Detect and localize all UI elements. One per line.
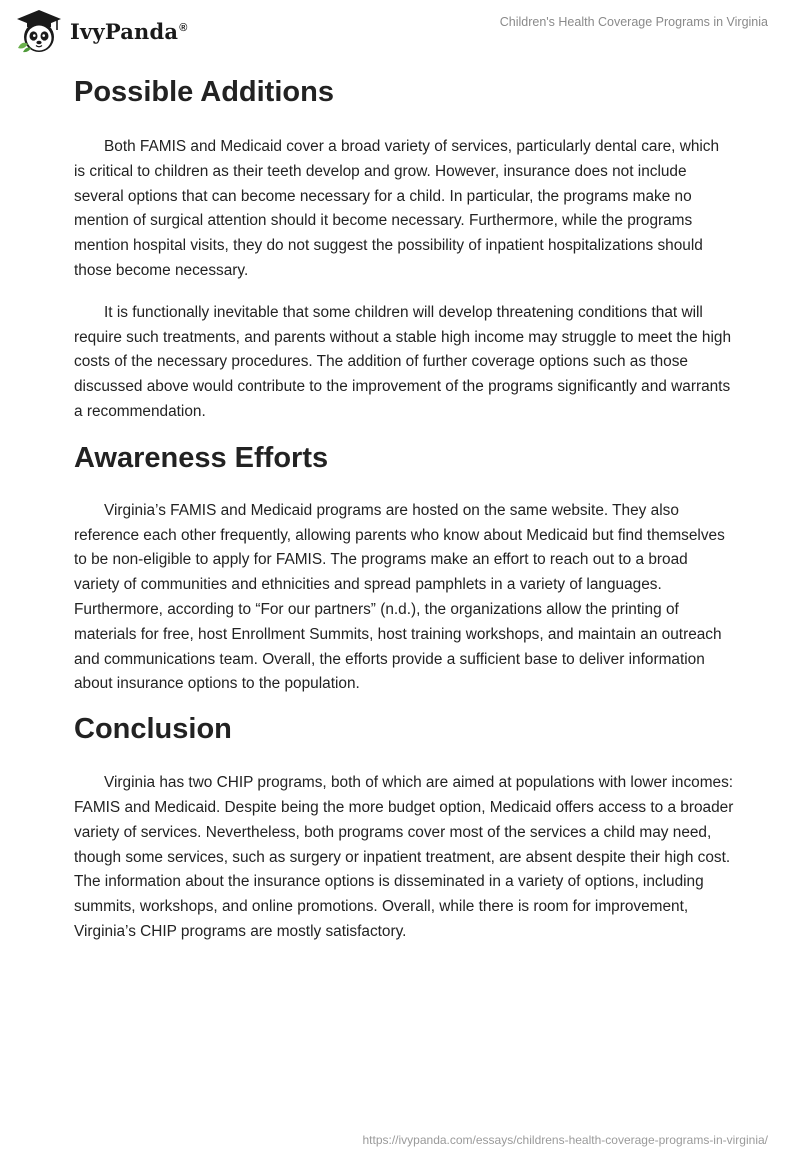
paragraph: Virginia has two CHIP programs, both of which are aimed at populations with lower incomes: FAMIS and Medicaid. Despite being the more budget option, Medicaid offers access to a broader variety of services. Nevertheless, both programs cover most of the services a child may need, though some services, such as surgery or inpatient treatment, are absent despite their high cost. The information about the insurance options is disseminated in a variety of options, including summits, workshops, and online promotions. Overall, while there is room for improvement, Virginia’s CHIP programs are mostly satisfactory. bbox=[74, 774, 734, 940]
brand-name: IvyPanda® bbox=[70, 18, 188, 44]
document-title: Children's Health Coverage Programs in Virginia bbox=[499, 15, 768, 29]
panda-logo-icon bbox=[14, 8, 64, 54]
ivypanda-logo[interactable] bbox=[14, 8, 188, 54]
page-header bbox=[0, 0, 800, 60]
essay-content bbox=[74, 70, 734, 945]
paragraph: Both FAMIS and Medicaid cover a broad variety of services, particularly dental care, which is critical to children as their teeth develop and grow. However, insurance does not include several options that can become necessary for a child. In particular, the programs make no mention of surgical attention should it become necessary. Furthermore, while the programs mention hospital visits, they do not suggest the possibility of inpatient hospitalizations should those become necessary. bbox=[74, 138, 720, 279]
section-heading-awareness-efforts: Awareness Efforts bbox=[74, 441, 329, 474]
paragraph: It is functionally inevitable that some children will develop threatening conditions that will require such treatments, and parents without a stable high income may struggle to meet the high costs of the necessary procedures. The addition of further coverage options such as those discussed above would contribute to the improvement of the programs significantly and warrants a recommendation. bbox=[74, 303, 732, 420]
section-heading-possible-additions: Possible Additions bbox=[74, 76, 334, 108]
registered-mark: ® bbox=[179, 21, 188, 34]
paragraph: Virginia’s FAMIS and Medicaid programs are hosted on the same website. They also reference each other frequently, allowing parents who know about Medicaid but find themselves to be non-eligible to apply for FAMIS. The programs make an effort to reach out to a broad variety of communities and ethnicities and spread pamphlets in a variety of languages. Furthermore, according to “For our partners” (n.d.), the organizations allow the printing of materials for free, host Enrollment Summits, host training workshops, and maintain an outreach and communications team. Overall, the efforts provide a sufficient base to deliver information about insurance options to the population. bbox=[74, 501, 725, 693]
section-heading-conclusion: Conclusion bbox=[74, 713, 232, 746]
source-url[interactable]: https://ivypanda.com/essays/childrens-health-coverage-programs-in-virginia/ bbox=[362, 1133, 768, 1147]
